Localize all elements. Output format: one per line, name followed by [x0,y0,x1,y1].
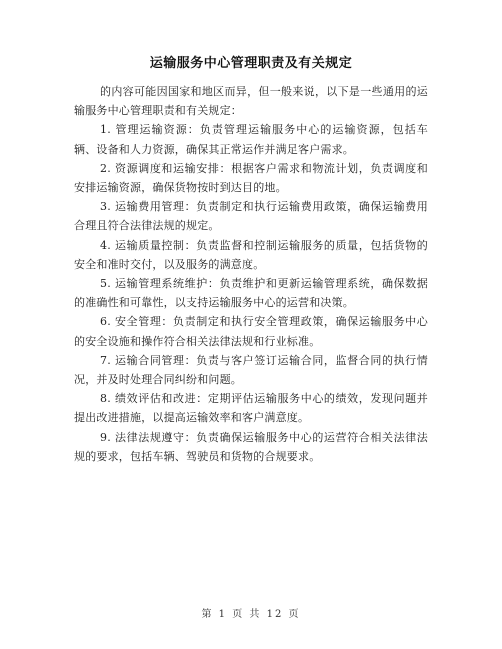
document-title: 运输服务中心管理职责及有关规定 [149,56,353,71]
document-body [74,82,428,466]
list-item-8: 8. 绩效评估和改进：定期评估运输服务中心的绩效，发现问题并提出改进措施，以提高运输效率和客户满意度。 [74,392,428,425]
list-item-1: 1. 管理运输资源：负责管理运输服务中心的运输资源，包括车辆、设备和人力资源，确保其正常运作并满足客户需求。 [74,123,428,156]
page-number-footer: 第 1 页 共 12 页 [201,609,301,620]
list-item-9: 9. 法律法规遵守：负责确保运输服务中心的运营符合相关法律法规的要求，包括车辆、驾驶员和货物的合规要求。 [74,430,428,463]
list-item-7: 7. 运输合同管理：负责与客户签订运输合同，监督合同的执行情况，并及时处理合同纠纷和问题。 [74,353,428,387]
list-item-4: 4. 运输质量控制：负责监督和控制运输服务的质量，包括货物的安全和准时交付，以及服务的满意度。 [74,238,428,271]
list-item-6: 6. 安全管理：负责制定和执行安全管理政策，确保运输服务中心的安全设施和操作符合相关法律法规和行业标准。 [74,315,428,348]
list-item-3: 3. 运输费用管理：负责制定和执行运输费用政策，确保运输费用合理且符合法律法规的规定。 [74,200,428,233]
intro-paragraph: 的内容可能因国家和地区而异，但一般来说，以下是一些通用的运输服务中心管理职责和有关规定： [74,85,428,118]
list-item-5: 5. 运输管理系统维护：负责维护和更新运输管理系统，确保数据的准确性和可靠性，以支持运输服务中心的运营和决策。 [74,277,428,310]
list-item-2: 2. 资源调度和运输安排：根据客户需求和物流计划，负责调度和安排运输资源，确保货物按时到达目的地。 [74,161,428,195]
